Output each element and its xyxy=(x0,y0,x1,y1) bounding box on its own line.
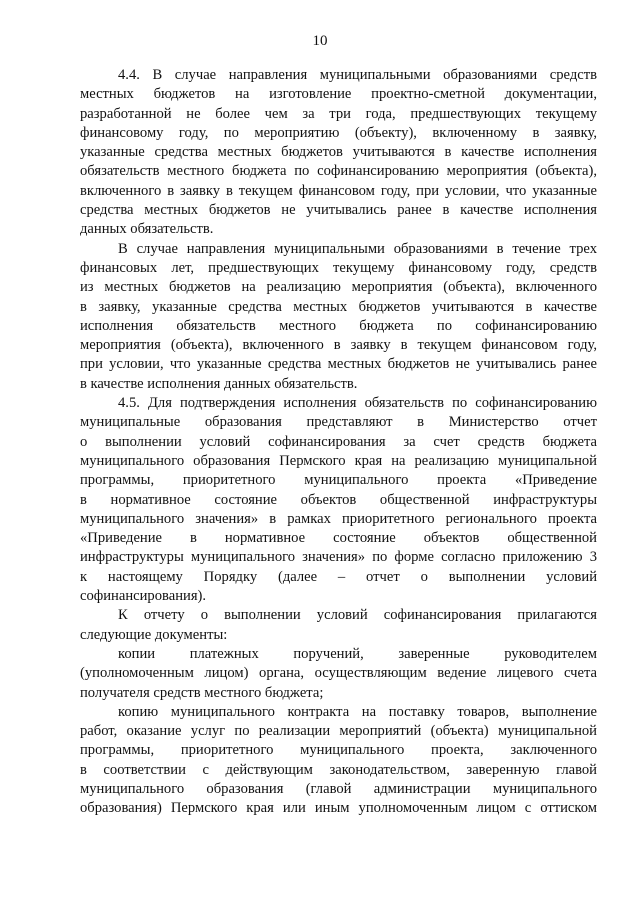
text-line: следующие документы: xyxy=(80,626,228,643)
paragraph xyxy=(80,240,597,394)
text-line: обязательств местного бюджета по софинансированию мероприятия (объекта), xyxy=(80,163,597,180)
text-line: работ, оказание услуг по реализации мероприятий (объекта) муниципальной xyxy=(80,723,597,740)
text-line: копию муниципального контракта на поставку товаров, выполнение xyxy=(118,703,597,720)
text-line: «Приведение в нормативное состояние объектов общественной xyxy=(80,530,597,547)
text-line: средства местных бюджетов не учитывались ранее в качестве исполнения xyxy=(80,202,597,219)
text-line: копии платежных поручений, заверенные руководителем xyxy=(118,645,597,662)
document-body xyxy=(80,66,597,819)
text-line: программы, приоритетного муниципального проекта «Приведение xyxy=(80,472,597,489)
text-line: (уполномоченным лицом) органа, осуществляющим ведение лицевого счета xyxy=(80,665,597,682)
text-line: В случае направления муниципальными образованиями в течение трех xyxy=(118,240,597,257)
text-line: местных бюджетов на изготовление проектно-сметной документации, xyxy=(80,86,597,103)
text-line: образования) Пермского края или иным уполномоченным лицом с оттиском xyxy=(80,800,597,817)
text-line: мероприятия (объекта), включенного в заявку в текущем финансовом году, xyxy=(80,337,597,354)
text-line: в нормативное состояние объектов общественной инфраструктуры xyxy=(80,491,597,508)
text-line: в заявку, указанные средства местных бюджетов учитываются в качестве xyxy=(80,298,597,315)
text-line: из местных бюджетов на реализацию мероприятия (объекта), включенного xyxy=(80,279,597,296)
text-line: софинансирования). xyxy=(80,588,207,605)
page-number: 10 xyxy=(312,33,328,49)
paragraph xyxy=(80,66,597,240)
paragraph xyxy=(80,394,597,606)
text-line: муниципального образования (главой администрации муниципального xyxy=(80,780,597,797)
text-line: включенного в заявку в текущем финансовом году, при условии, что указанные xyxy=(80,182,597,199)
text-line: муниципального образования Пермского края на реализацию муниципальной xyxy=(80,452,597,469)
text-line: 4.4. В случае направления муниципальными образованиями средств xyxy=(118,67,597,83)
text-line: финансовому году, по мероприятию (объекту), включенному в заявку, xyxy=(80,124,597,141)
paragraph xyxy=(80,645,597,703)
text-line: муниципального значения» в рамках приоритетного регионального проекта xyxy=(80,510,597,527)
text-line: исполнения обязательств местного бюджета по софинансированию xyxy=(80,317,597,334)
text-line: о выполнении условий софинансирования за счет средств бюджета xyxy=(80,433,597,450)
text-line: получателя средств местного бюджета; xyxy=(80,684,324,701)
text-line: данных обязательств. xyxy=(80,221,214,238)
paragraph xyxy=(80,703,597,819)
text-line: муниципальные образования представляют в Министерство отчет xyxy=(80,414,597,431)
text-line: К отчету о выполнении условий софинансирования прилагаются xyxy=(118,607,597,624)
text-line: в соответствии с действующим законодательством, заверенную главой xyxy=(80,761,597,778)
paragraph xyxy=(80,606,597,645)
text-line: при условии, что указанные средства местных бюджетов не учитывались ранее xyxy=(80,356,597,373)
text-line: финансовых лет, предшествующих текущему финансовому году, средств xyxy=(80,259,597,276)
text-line: к настоящему Порядку (далее – отчет о выполнении условий xyxy=(80,568,597,585)
text-line: разработанной не более чем за три года, предшествующих текущему xyxy=(80,105,597,122)
text-line: инфраструктуры муниципального значения» по форме согласно приложению 3 xyxy=(80,549,597,566)
text-line: в качестве исполнения данных обязательств. xyxy=(80,375,358,392)
text-line: программы, приоритетного муниципального проекта, заключенного xyxy=(80,742,597,759)
text-line: 4.5. Для подтверждения исполнения обязательств по софинансированию xyxy=(118,395,597,412)
text-line: указанные средства местных бюджетов учитываются в качестве исполнения xyxy=(80,144,597,161)
